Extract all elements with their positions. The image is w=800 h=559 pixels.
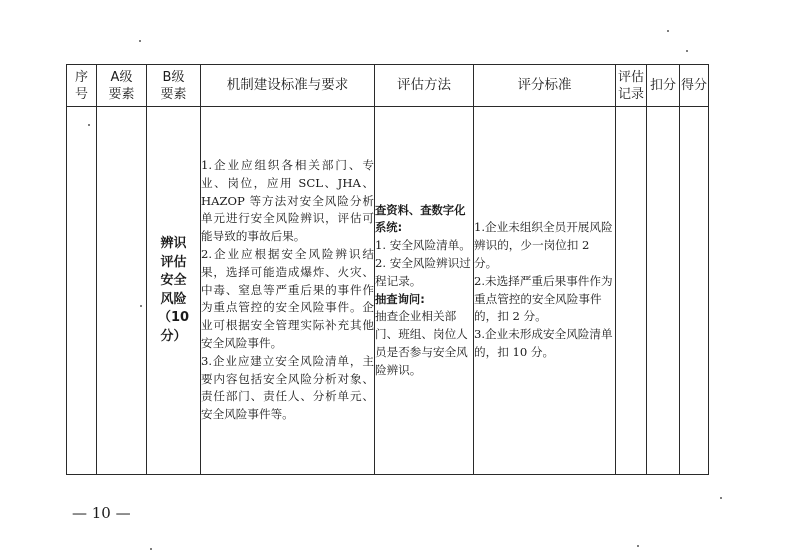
b-element-line: 评估 xyxy=(160,254,187,270)
scan-speck xyxy=(637,545,639,547)
scan-speck xyxy=(720,497,722,499)
cell-a-element xyxy=(97,107,147,475)
requirement-item: 2.企业应根据安全风险辨识结果，选择可能造成爆炸、火灾、中毒、窒息等严重后果的事件作为重点管控的安全风险事件。企业可根据安全管理实际补充其他安全风险事件。 xyxy=(201,247,374,350)
standard-item: 2.未选择严重后果事件作为重点管控的安全风险事件的，扣 2 分。 xyxy=(474,273,613,324)
cell-method xyxy=(375,107,474,475)
header-score: 得分 xyxy=(680,65,709,107)
b-element-line: 辨识 xyxy=(160,236,187,251)
method-item: 抽查企业相关部门、班组、岗位人员是否参与安全风险辨识。 xyxy=(375,309,468,377)
cell-score xyxy=(680,107,709,475)
requirement-item: 3.企业应建立安全风险清单，主要内容包括安全风险分析对象、责任部门、责任人、分析单元、安全风险事件等。 xyxy=(201,353,374,422)
cell-deduct xyxy=(647,107,680,475)
scan-speck xyxy=(667,30,669,32)
method-heading: 查资料、查数字化系统: xyxy=(375,203,466,235)
header-b-element: B级 要素 xyxy=(147,65,201,107)
b-element-line: 安全 xyxy=(160,273,187,288)
evaluation-table xyxy=(66,64,709,475)
header-serial: 序 号 xyxy=(67,65,97,107)
method-item: 1. 安全风险清单。 xyxy=(375,238,471,253)
scan-speck xyxy=(88,124,90,126)
header-record: 评估 记录 xyxy=(616,65,647,107)
requirement-item: 1.企业应组织各相关部门、专业、岗位，应用 SCL、JHA、HAZOP 等方法对安全风险分析单元进行安全风险辨识，评估可能导致的事故后果。 xyxy=(201,158,374,244)
scan-speck xyxy=(139,40,141,42)
table-row xyxy=(67,107,709,475)
standard-item: 1.企业未组织全员开展风险辨识的，少一岗位扣 2 分。 xyxy=(474,220,613,270)
cell-serial xyxy=(67,107,97,475)
scan-speck xyxy=(150,548,152,550)
table-header-row xyxy=(67,65,709,107)
method-heading: 抽查询问: xyxy=(375,292,425,306)
header-a-element: A级 要素 xyxy=(97,65,147,107)
standard-item: 3.企业未形成安全风险清单的，扣 10 分。 xyxy=(474,327,613,359)
cell-b-element xyxy=(147,107,201,475)
cell-requirements xyxy=(201,107,375,475)
b-element-line: 风险 xyxy=(160,291,187,307)
cell-standard xyxy=(474,107,616,475)
scan-speck xyxy=(140,305,142,307)
header-method: 评估方法 xyxy=(375,65,474,107)
b-element-line: （10 xyxy=(157,310,190,325)
method-item: 2. 安全风险辨识过程记录。 xyxy=(375,255,471,288)
header-deduct: 扣分 xyxy=(647,65,680,107)
header-standard: 评分标准 xyxy=(474,65,616,107)
b-element-line: 分） xyxy=(160,328,187,344)
cell-record xyxy=(616,107,647,475)
page-number: — 10 — xyxy=(72,504,131,522)
scan-speck xyxy=(686,50,688,52)
header-requirements: 机制建设标准与要求 xyxy=(201,65,375,107)
